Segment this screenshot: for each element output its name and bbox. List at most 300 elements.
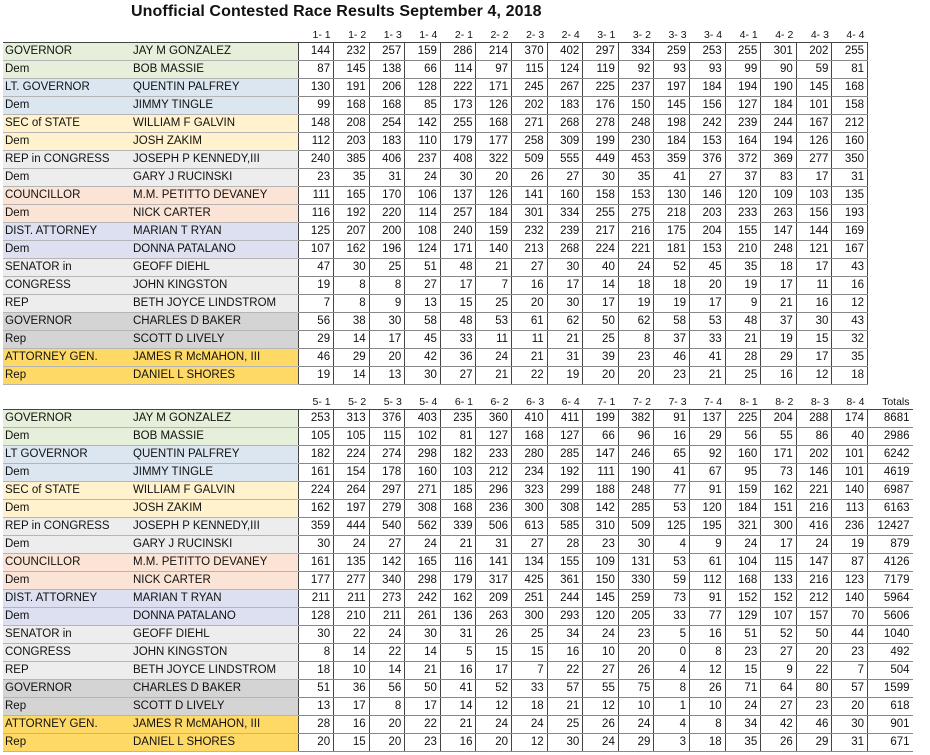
vote-count: 16: [512, 277, 548, 295]
vote-count: 199: [583, 410, 619, 428]
vote-count: 16: [334, 716, 370, 734]
vote-count: 198: [654, 115, 690, 133]
vote-count: 268: [547, 241, 583, 259]
vote-count: 225: [583, 79, 619, 97]
table-row: [3, 277, 868, 295]
vote-count: 17: [761, 277, 797, 295]
vote-count: 20: [796, 644, 832, 662]
vote-count: 8: [334, 277, 370, 295]
vote-count: 106: [405, 187, 441, 205]
vote-count: 23: [618, 349, 654, 367]
vote-count: 20: [476, 734, 512, 752]
vote-count: 246: [618, 446, 654, 464]
vote-count: 153: [618, 187, 654, 205]
office-label: COUNCILLOR: [3, 554, 130, 572]
vote-count: 38: [334, 313, 370, 331]
vote-count: 96: [618, 428, 654, 446]
vote-count: 278: [583, 115, 619, 133]
vote-count: 410: [512, 410, 548, 428]
vote-count: 190: [761, 79, 797, 97]
vote-count: 206: [369, 79, 405, 97]
header-spacer: [130, 395, 295, 410]
vote-count: 158: [583, 187, 619, 205]
vote-count: 11: [796, 277, 832, 295]
vote-count: 119: [583, 61, 619, 79]
vote-count: 20: [298, 734, 334, 752]
table-row: [3, 626, 913, 644]
vote-count: 26: [512, 169, 548, 187]
vote-count: 46: [796, 716, 832, 734]
vote-count: 19: [298, 367, 334, 385]
vote-count: 263: [761, 205, 797, 223]
office-label: DIST. ATTORNEY: [3, 223, 130, 241]
vote-count: 109: [583, 554, 619, 572]
vote-count: 41: [654, 169, 690, 187]
vote-count: 136: [440, 608, 476, 626]
candidate-name: BOB MASSIE: [130, 61, 295, 79]
vote-count: 197: [334, 500, 370, 518]
vote-count: 12: [476, 698, 512, 716]
vote-count: 184: [654, 133, 690, 151]
vote-count: 192: [334, 205, 370, 223]
vote-count: 35: [725, 259, 761, 277]
vote-count: 506: [476, 518, 512, 536]
vote-count: 14: [440, 698, 476, 716]
vote-count: 15: [725, 662, 761, 680]
vote-count: 126: [476, 97, 512, 115]
vote-count: 111: [298, 187, 334, 205]
vote-count: 31: [832, 169, 868, 187]
vote-count: 16: [440, 662, 476, 680]
vote-count: 21: [690, 367, 726, 385]
precinct-header: 5- 3: [383, 396, 402, 408]
vote-count: 361: [547, 572, 583, 590]
vote-count: 26: [476, 626, 512, 644]
vote-count: 8: [690, 644, 726, 662]
vote-count: 135: [832, 187, 868, 205]
vote-count: 277: [334, 572, 370, 590]
vote-count: 280: [512, 446, 548, 464]
candidate-name: JAMES R McMAHON, III: [130, 349, 295, 367]
precinct-header: 8- 1: [739, 396, 758, 408]
vote-count: 53: [690, 313, 726, 331]
vote-count: 184: [725, 500, 761, 518]
vote-count: 237: [405, 151, 441, 169]
table-row: [3, 241, 868, 259]
candidate-name: MARIAN T RYAN: [130, 590, 295, 608]
total-count: 671: [868, 734, 913, 752]
vote-count: 145: [583, 590, 619, 608]
vote-count: 16: [690, 626, 726, 644]
vote-count: 300: [512, 500, 548, 518]
vote-count: 239: [725, 115, 761, 133]
vote-count: 16: [440, 734, 476, 752]
vote-count: 25: [476, 295, 512, 313]
office-label: ATTORNEY GEN.: [3, 716, 130, 734]
vote-count: 133: [761, 572, 797, 590]
vote-count: 199: [583, 133, 619, 151]
vote-count: 10: [690, 698, 726, 716]
vote-count: 21: [476, 259, 512, 277]
vote-count: 147: [796, 554, 832, 572]
vote-count: 155: [547, 554, 583, 572]
vote-count: 33: [654, 608, 690, 626]
total-count: 492: [868, 644, 913, 662]
vote-count: 188: [583, 482, 619, 500]
vote-count: 264: [334, 482, 370, 500]
vote-count: 240: [298, 151, 334, 169]
vote-count: 24: [725, 536, 761, 554]
vote-count: 56: [725, 428, 761, 446]
total-count: 1599: [868, 680, 913, 698]
vote-count: 350: [832, 151, 868, 169]
vote-count: 35: [832, 349, 868, 367]
candidate-name: QUENTIN PALFREY: [130, 79, 295, 97]
vote-count: 7: [832, 662, 868, 680]
vote-count: 165: [405, 554, 441, 572]
table-row: [3, 349, 868, 367]
vote-count: 125: [654, 518, 690, 536]
vote-count: 17: [547, 277, 583, 295]
vote-count: 41: [440, 680, 476, 698]
vote-count: 24: [476, 349, 512, 367]
vote-count: 95: [725, 464, 761, 482]
vote-count: 57: [547, 680, 583, 698]
vote-count: 153: [690, 241, 726, 259]
vote-count: 24: [476, 716, 512, 734]
vote-count: 216: [618, 223, 654, 241]
vote-count: 159: [476, 223, 512, 241]
vote-count: 23: [796, 698, 832, 716]
vote-count: 10: [334, 662, 370, 680]
precinct-header: 6- 1: [454, 396, 473, 408]
vote-count: 225: [725, 410, 761, 428]
vote-count: 30: [298, 626, 334, 644]
vote-count: 14: [405, 644, 441, 662]
candidate-name: CHARLES D BAKER: [130, 680, 295, 698]
total-count: 6163: [868, 500, 913, 518]
vote-count: 236: [832, 518, 868, 536]
vote-count: 28: [725, 349, 761, 367]
vote-count: 97: [476, 61, 512, 79]
precinct-header: 8- 4: [846, 396, 865, 408]
vote-count: 150: [618, 97, 654, 115]
vote-count: 114: [440, 61, 476, 79]
vote-count: 23: [298, 169, 334, 187]
candidate-name: WILLIAM F GALVIN: [130, 482, 295, 500]
vote-count: 330: [618, 572, 654, 590]
vote-count: 402: [547, 43, 583, 61]
vote-count: 19: [298, 277, 334, 295]
precinct-header: 5- 1: [312, 396, 331, 408]
vote-count: 25: [512, 626, 548, 644]
vote-count: 23: [583, 536, 619, 554]
vote-count: 101: [796, 97, 832, 115]
office-label: REP: [3, 662, 130, 680]
vote-count: 22: [369, 644, 405, 662]
vote-count: 71: [725, 680, 761, 698]
vote-count: 288: [796, 410, 832, 428]
vote-count: 51: [298, 680, 334, 698]
vote-count: 239: [547, 223, 583, 241]
vote-count: 81: [832, 61, 868, 79]
vote-count: 310: [583, 518, 619, 536]
vote-count: 152: [761, 590, 797, 608]
vote-count: 230: [618, 133, 654, 151]
candidate-name: JOSH ZAKIM: [130, 133, 295, 151]
vote-count: 30: [547, 259, 583, 277]
table-row: [3, 482, 913, 500]
vote-count: 237: [618, 79, 654, 97]
vote-count: 1: [654, 698, 690, 716]
candidate-name: NICK CARTER: [130, 572, 295, 590]
vote-count: 57: [832, 680, 868, 698]
vote-count: 22: [547, 662, 583, 680]
vote-count: 248: [618, 482, 654, 500]
vote-count: 300: [761, 518, 797, 536]
table-row: [3, 518, 913, 536]
vote-count: 271: [512, 115, 548, 133]
vote-count: 212: [832, 115, 868, 133]
vote-count: 449: [583, 151, 619, 169]
vote-count: 339: [440, 518, 476, 536]
candidate-name: JOSH ZAKIM: [130, 500, 295, 518]
vote-count: 31: [476, 536, 512, 554]
vote-count: 202: [796, 446, 832, 464]
vote-count: 110: [405, 133, 441, 151]
vote-count: 26: [690, 680, 726, 698]
vote-count: 195: [690, 518, 726, 536]
table-row: [3, 295, 868, 313]
vote-count: 140: [476, 241, 512, 259]
vote-count: 159: [725, 482, 761, 500]
vote-count: 25: [369, 259, 405, 277]
vote-count: 323: [512, 482, 548, 500]
vote-count: 274: [369, 446, 405, 464]
office-label: Rep: [3, 367, 130, 385]
vote-count: 37: [725, 169, 761, 187]
vote-count: 43: [832, 313, 868, 331]
vote-count: 64: [761, 680, 797, 698]
office-label: Dem: [3, 464, 130, 482]
vote-count: 171: [761, 446, 797, 464]
vote-count: 16: [796, 295, 832, 313]
precinct-header: 6- 3: [526, 396, 545, 408]
vote-count: 171: [440, 241, 476, 259]
vote-count: 23: [618, 626, 654, 644]
table-row: [3, 223, 868, 241]
vote-count: 202: [796, 43, 832, 61]
vote-count: 43: [832, 259, 868, 277]
vote-count: 7: [512, 662, 548, 680]
vote-count: 30: [583, 169, 619, 187]
vote-count: 8: [298, 644, 334, 662]
vote-count: 204: [761, 410, 797, 428]
vote-count: 224: [583, 241, 619, 259]
vote-count: 45: [690, 259, 726, 277]
vote-count: 128: [405, 79, 441, 97]
vote-count: 255: [832, 43, 868, 61]
vote-count: 55: [583, 680, 619, 698]
vote-count: 15: [476, 644, 512, 662]
vote-count: 4: [654, 716, 690, 734]
vote-count: 99: [725, 61, 761, 79]
vote-count: 509: [618, 518, 654, 536]
table-row: [3, 644, 913, 662]
total-count: 4126: [868, 554, 913, 572]
table-row: [3, 464, 913, 482]
vote-count: 29: [618, 734, 654, 752]
vote-count: 240: [440, 223, 476, 241]
vote-count: 162: [334, 241, 370, 259]
vote-count: 147: [583, 446, 619, 464]
vote-count: 83: [761, 169, 797, 187]
vote-count: 19: [832, 536, 868, 554]
candidate-name: GARY J RUCINSKI: [130, 536, 295, 554]
vote-count: 30: [298, 536, 334, 554]
vote-count: 120: [725, 187, 761, 205]
office-label: SENATOR in: [3, 259, 130, 277]
precinct-header: 3- 4: [704, 29, 723, 41]
vote-count: 93: [654, 61, 690, 79]
vote-count: 61: [690, 554, 726, 572]
vote-count: 24: [583, 734, 619, 752]
table-row: [3, 716, 913, 734]
vote-count: 135: [334, 554, 370, 572]
vote-count: 174: [832, 410, 868, 428]
vote-count: 32: [832, 331, 868, 349]
vote-count: 279: [369, 500, 405, 518]
vote-count: 26: [583, 716, 619, 734]
office-label: COUNCILLOR: [3, 187, 130, 205]
vote-count: 25: [583, 331, 619, 349]
vote-count: 151: [761, 500, 797, 518]
header-spacer: [3, 395, 130, 410]
vote-count: 145: [654, 97, 690, 115]
vote-count: 22: [405, 716, 441, 734]
vote-count: 129: [725, 608, 761, 626]
vote-count: 257: [440, 205, 476, 223]
vote-count: 21: [405, 662, 441, 680]
precinct-header: 2- 1: [454, 29, 473, 41]
table-row: [3, 367, 868, 385]
candidate-name: MARIAN T RYAN: [130, 223, 295, 241]
vote-count: 107: [298, 241, 334, 259]
vote-count: 309: [547, 133, 583, 151]
vote-count: 17: [476, 662, 512, 680]
total-count: 2986: [868, 428, 913, 446]
candidate-name: SCOTT D LIVELY: [130, 698, 295, 716]
vote-count: 146: [690, 187, 726, 205]
vote-count: 293: [547, 608, 583, 626]
office-label: Dem: [3, 536, 130, 554]
table-row: [3, 428, 913, 446]
vote-count: 202: [512, 97, 548, 115]
table-row: [3, 572, 913, 590]
vote-count: 128: [298, 608, 334, 626]
vote-count: 181: [654, 241, 690, 259]
vote-count: 140: [832, 590, 868, 608]
vote-count: 112: [298, 133, 334, 151]
vote-count: 221: [618, 241, 654, 259]
vote-count: 56: [298, 313, 334, 331]
vote-count: 0: [654, 644, 690, 662]
vote-count: 40: [583, 259, 619, 277]
total-count: 4619: [868, 464, 913, 482]
office-label: Dem: [3, 572, 130, 590]
vote-count: 14: [334, 331, 370, 349]
vote-count: 33: [440, 331, 476, 349]
vote-count: 334: [547, 205, 583, 223]
vote-count: 182: [298, 446, 334, 464]
vote-count: 30: [369, 313, 405, 331]
vote-count: 27: [440, 367, 476, 385]
vote-count: 301: [761, 43, 797, 61]
vote-count: 403: [405, 410, 441, 428]
vote-count: 298: [405, 446, 441, 464]
vote-count: 17: [796, 349, 832, 367]
vote-count: 159: [405, 43, 441, 61]
vote-count: 18: [832, 367, 868, 385]
vote-count: 34: [547, 626, 583, 644]
vote-count: 16: [654, 428, 690, 446]
vote-count: 179: [440, 572, 476, 590]
vote-count: 150: [583, 572, 619, 590]
vote-count: 19: [547, 367, 583, 385]
vote-count: 255: [583, 205, 619, 223]
vote-count: 197: [654, 79, 690, 97]
vote-count: 160: [405, 464, 441, 482]
vote-count: 115: [512, 61, 548, 79]
vote-count: 255: [440, 115, 476, 133]
candidate-name: DONNA PATALANO: [130, 241, 295, 259]
table-row: [3, 169, 868, 187]
vote-count: 203: [690, 205, 726, 223]
vote-count: 31: [832, 734, 868, 752]
vote-count: 205: [618, 608, 654, 626]
vote-count: 126: [476, 187, 512, 205]
vote-count: 33: [512, 680, 548, 698]
vote-count: 30: [796, 313, 832, 331]
table-row: [3, 43, 868, 61]
vote-count: 125: [298, 223, 334, 241]
vote-count: 13: [405, 295, 441, 313]
vote-count: 127: [547, 428, 583, 446]
vote-count: 19: [761, 331, 797, 349]
vote-count: 157: [796, 608, 832, 626]
vote-count: 19: [618, 295, 654, 313]
precinct-header: 1- 3: [383, 29, 402, 41]
vote-count: 216: [796, 572, 832, 590]
vote-count: 211: [334, 590, 370, 608]
precinct-header: 3- 3: [668, 29, 687, 41]
totals-header: Totals: [882, 396, 910, 408]
vote-count: 8: [618, 331, 654, 349]
vote-count: 51: [405, 259, 441, 277]
candidate-name: JIMMY TINGLE: [130, 464, 295, 482]
vote-count: 70: [832, 608, 868, 626]
vote-count: 370: [512, 43, 548, 61]
office-label: GOVERNOR: [3, 43, 130, 61]
vote-count: 296: [476, 482, 512, 500]
vote-count: 146: [796, 464, 832, 482]
candidate-name: QUENTIN PALFREY: [130, 446, 295, 464]
vote-count: 211: [369, 608, 405, 626]
vote-count: 126: [796, 133, 832, 151]
vote-count: 334: [618, 43, 654, 61]
vote-count: 217: [583, 223, 619, 241]
vote-count: 24: [583, 626, 619, 644]
